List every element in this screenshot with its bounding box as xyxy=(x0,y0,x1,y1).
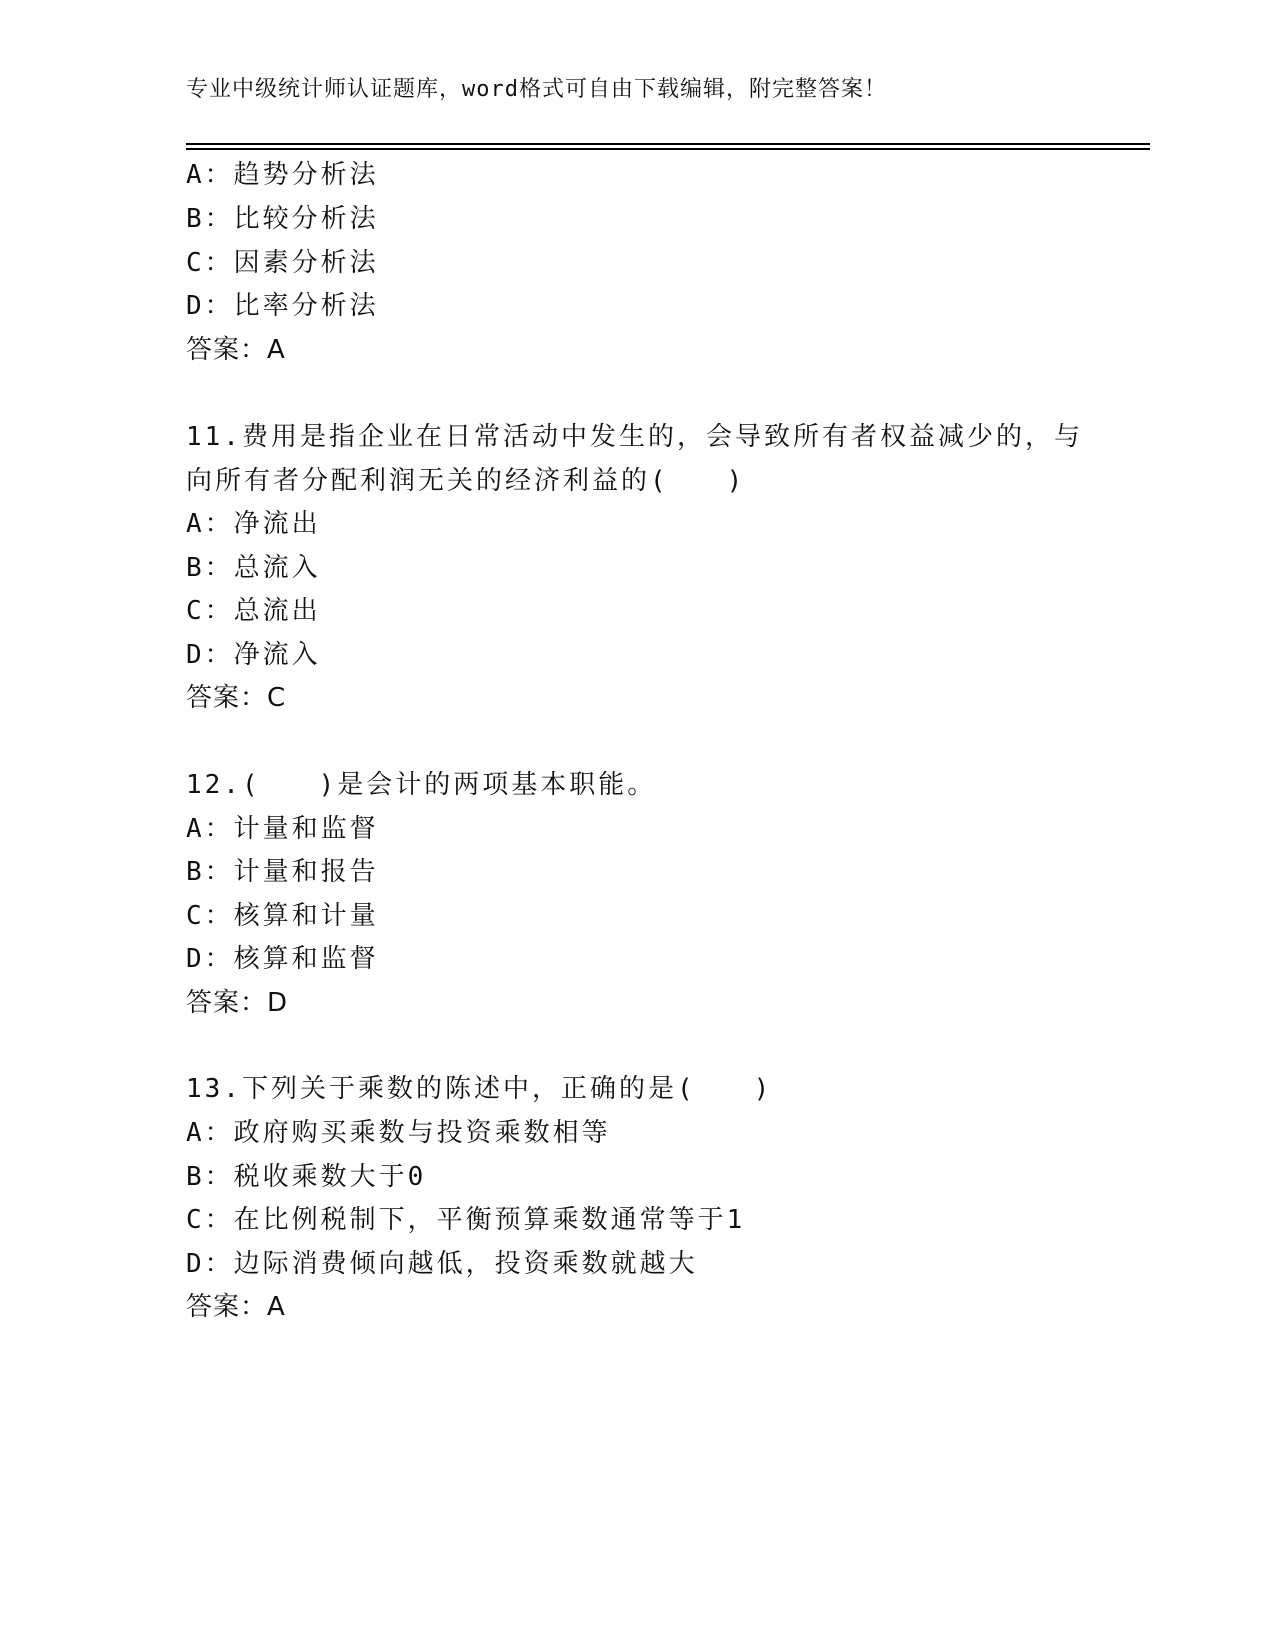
q11-stem-line-1: 11.费用是指企业在日常活动中发生的，会导致所有者权益减少的，与 xyxy=(186,422,1083,452)
q13-stem-line-1: 13.下列关于乘数的陈述中，正确的是( ) xyxy=(186,1074,773,1104)
q13-option-c: C：在比例税制下，平衡预算乘数通常等于1 xyxy=(186,1205,746,1235)
q13-option-b: B：税收乘数大于0 xyxy=(186,1162,427,1192)
q10-option-b: B：比较分析法 xyxy=(186,204,379,234)
q12-option-a: A：计量和监督 xyxy=(186,814,379,844)
q13-answer: 答案：A xyxy=(186,1292,286,1322)
header-rule-top xyxy=(186,143,1150,145)
q13-option-d: D：边际消费倾向越低，投资乘数就越大 xyxy=(186,1249,698,1279)
q10-option-d: D：比率分析法 xyxy=(186,291,379,321)
q11-option-b: B：总流入 xyxy=(186,553,321,583)
q10-option-a: A：趋势分析法 xyxy=(186,160,379,190)
q10-answer: 答案：A xyxy=(186,335,286,365)
page-header: 专业中级统计师认证题库，word格式可自由下载编辑，附完整答案！ xyxy=(186,77,887,102)
q12-option-b: B：计量和报告 xyxy=(186,857,379,887)
q11-answer: 答案：C xyxy=(186,683,287,713)
q11-option-a: A：净流出 xyxy=(186,509,321,539)
q12-option-c: C：核算和计量 xyxy=(186,901,379,931)
header-rule-bottom xyxy=(186,148,1150,150)
q13-option-a: A：政府购买乘数与投资乘数相等 xyxy=(186,1118,611,1148)
q11-option-d: D：净流入 xyxy=(186,640,321,670)
q12-stem-line-1: 12.( )是会计的两项基本职能。 xyxy=(186,770,657,800)
q11-stem-line-2: 向所有者分配利润无关的经济利益的( ) xyxy=(186,466,746,496)
q10-option-c: C：因素分析法 xyxy=(186,248,379,278)
q12-option-d: D：核算和监督 xyxy=(186,944,379,974)
q11-option-c: C：总流出 xyxy=(186,596,321,626)
q12-answer: 答案：D xyxy=(186,988,289,1018)
